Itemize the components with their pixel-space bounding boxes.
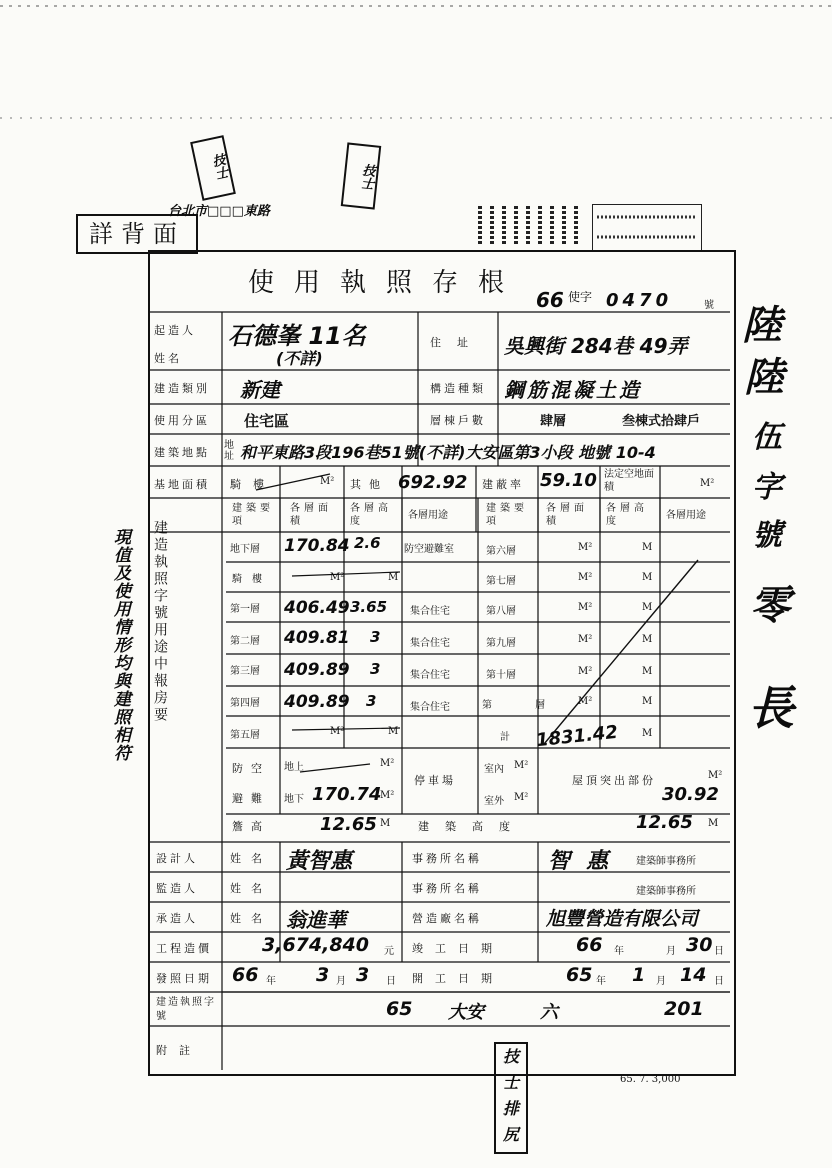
floor-name: 第五層: [230, 730, 260, 741]
parking-outdoor: 室外: [484, 796, 504, 807]
margin-note-left-2: 建造執照字號用途中報房要: [152, 520, 168, 724]
floor-area: 406.49: [284, 598, 350, 618]
start-month: 1: [632, 964, 646, 986]
margin-right-char: 零: [750, 583, 790, 629]
footer-print: 65. 7. 3,000: [620, 1074, 681, 1085]
margin-right-char: 陸: [742, 303, 782, 349]
margin-right-char: 號: [752, 518, 782, 553]
license-suffix: 號: [704, 300, 714, 311]
license-number: 0470: [606, 290, 673, 311]
floor-name: 第四層: [230, 698, 260, 709]
unit-area: M²: [330, 726, 345, 737]
unit-area: M²: [380, 790, 395, 801]
margin-right-char: 陸: [744, 355, 784, 401]
unit-height: M: [642, 634, 653, 645]
start-label: 開工日期: [412, 972, 504, 985]
license-year: 66: [536, 288, 564, 312]
building-type-value: 新建: [240, 378, 280, 402]
side-label: 詳背面: [76, 214, 198, 254]
supervisor-office-label: 事務所名稱: [412, 882, 482, 895]
unit-height: M: [708, 818, 719, 829]
coverage-label: 建蔽率: [482, 478, 524, 491]
arcade-unit: M²: [320, 476, 335, 487]
stamp-char: 士: [502, 1073, 519, 1092]
building-type-label: 建造類別: [154, 382, 210, 395]
unit-area: M²: [578, 666, 593, 677]
year-label: 年: [614, 946, 624, 957]
year-label: 年: [266, 976, 276, 987]
unit-height: M: [642, 542, 653, 553]
unit-area: M²: [578, 572, 593, 583]
permit-year: 65: [386, 998, 413, 1020]
shelter-label1: 防空: [232, 762, 270, 775]
owner-name-label: 姓名: [154, 352, 182, 365]
permit-district: 大安: [448, 1002, 484, 1023]
unit-height: M: [642, 572, 653, 583]
unit-height: M: [642, 728, 653, 739]
unit-area: M²: [380, 758, 395, 769]
site-label: 建築地點: [154, 446, 210, 459]
zoning-label: 使用分區: [154, 414, 210, 427]
designer-label: 設計人: [156, 852, 198, 865]
header-item: 建築要項: [232, 503, 274, 527]
shelter-below: 地下: [284, 794, 304, 805]
start-year: 65: [566, 964, 593, 986]
header-area-2: 各層面積: [546, 503, 588, 527]
issue-year: 66: [232, 964, 259, 986]
contractor-label: 承造人: [156, 912, 198, 925]
other-label: 其他: [350, 478, 388, 491]
finish-label: 竣工日期: [412, 942, 504, 955]
parking-label: 停車場: [414, 774, 456, 787]
building-height-value: 12.65: [636, 812, 693, 833]
designer-office-label: 事務所名稱: [412, 852, 482, 865]
day-label: 日: [386, 976, 396, 987]
stamp-top-mid: 技士: [341, 142, 382, 209]
supervisor-name-label: 姓名: [230, 882, 272, 895]
designer-name-label: 姓名: [230, 852, 272, 865]
floor-area: 170.84: [284, 536, 350, 556]
issue-month: 3: [316, 964, 330, 986]
site-prefix: 地址: [224, 440, 234, 462]
unit-height: M: [642, 602, 653, 613]
floor-name: 地下層: [230, 544, 260, 555]
right-floor-name: 第 層: [482, 700, 566, 711]
stamp-char: 排: [502, 1099, 519, 1118]
floor-height: 2.6: [354, 534, 381, 552]
right-floor-name: 第六層: [486, 546, 516, 557]
right-floor-name: 第八層: [486, 606, 516, 617]
eave-value: 12.65: [320, 814, 377, 835]
roof-label: 屋頂突出部份: [572, 774, 656, 787]
designer-suffix: 建築師事務所: [636, 856, 696, 867]
floor-use: 防空避難室: [404, 544, 454, 555]
month-label: 月: [656, 976, 666, 987]
license-word: 使字: [568, 290, 593, 304]
cost-value: 3,674,840: [262, 934, 369, 956]
margin-right-char: 伍: [752, 420, 782, 455]
stamp-char: 技: [502, 1047, 519, 1066]
parking-indoor: 室內: [484, 764, 504, 775]
floors-units-label: 層棟戶數: [430, 414, 486, 427]
address-label: 住址: [430, 336, 484, 349]
floor-use: 集合住宅: [410, 702, 450, 713]
designer-name: 黃智惠: [286, 849, 353, 874]
unit-height: M: [388, 572, 399, 583]
floor-area: 409.89: [284, 660, 350, 680]
permit-label: 建造執照字號: [156, 997, 216, 1022]
margin-note-left: 現值及使用情形均與建照相符: [110, 528, 130, 762]
unit-height: M: [642, 696, 653, 707]
legal-label: 法定空地面積: [604, 469, 654, 493]
total-area: 1831.42: [535, 721, 619, 752]
stamp-char: 尻: [502, 1125, 519, 1144]
notes-label: 附註: [156, 1044, 202, 1057]
roof-value: 30.92: [662, 784, 719, 805]
unit-height: M: [380, 818, 391, 829]
stamp-top-left: 技士: [190, 135, 236, 201]
day-label: 日: [714, 976, 724, 987]
unit-area: M²: [578, 602, 593, 613]
header-area: 各層面積: [290, 503, 332, 527]
header-item-2: 建築要項: [486, 503, 528, 527]
site-area-label: 基地面積: [154, 478, 210, 491]
unit-area: M²: [330, 572, 345, 583]
floor-name: 第三層: [230, 666, 260, 677]
designer-office: 智惠: [548, 849, 625, 874]
building-height-label: 建築高度: [418, 820, 526, 833]
issue-day: 3: [356, 964, 370, 986]
shelter-above: 地上: [284, 762, 304, 773]
right-floor-name: 第十層: [486, 670, 516, 681]
margin-right-char: 字: [752, 470, 782, 505]
header-height-2: 各層高度: [606, 503, 648, 527]
owner-label: 起造人: [154, 324, 196, 337]
address-value: 吳興街 284巷 49弄: [504, 334, 688, 358]
floor-use: 集合住宅: [410, 670, 450, 681]
shelter-below-value: 170.74: [312, 784, 382, 805]
unit-area: M²: [578, 542, 593, 553]
cost-unit: 元: [384, 946, 394, 957]
unit-area: M²: [514, 760, 529, 771]
arcade-label: 騎樓: [230, 478, 276, 491]
floor-height: 3.65: [350, 598, 388, 616]
contractor-name-label: 姓名: [230, 912, 272, 925]
permit-six: 六: [540, 1002, 558, 1023]
cost-label: 工程造價: [156, 942, 212, 955]
issue-label: 發照日期: [156, 972, 212, 985]
header-use: 各層用途: [408, 510, 448, 521]
unit-area: M²: [514, 792, 529, 803]
unit-area: M²: [708, 770, 723, 781]
zoning-value: 住宅區: [244, 412, 290, 430]
owner-value2: (不詳): [276, 349, 323, 368]
month-label: 月: [336, 976, 346, 987]
unit-height: M: [388, 726, 399, 737]
unit-area: M²: [578, 634, 593, 645]
contractor-firm-label: 營造廠名稱: [412, 912, 482, 925]
legal-unit: M²: [700, 478, 715, 489]
supervisor-label: 監造人: [156, 882, 198, 895]
floor-height: 3: [366, 692, 377, 710]
contractor-name: 翁進華: [286, 908, 346, 932]
floor-area: 409.89: [284, 692, 350, 712]
floor-height: 3: [370, 628, 381, 646]
contractor-firm: 旭豐營造有限公司: [546, 908, 699, 930]
eave-label: 簷高: [232, 820, 270, 833]
day-label: 日: [714, 946, 724, 957]
coverage-value: 59.10: [540, 470, 597, 491]
floor-area: 409.81: [284, 628, 350, 648]
month-label: 月: [666, 946, 676, 957]
floor-name: 第一層: [230, 604, 260, 615]
floor-name: 第二層: [230, 636, 260, 647]
start-day: 14: [680, 964, 707, 986]
floors-units-value: 肆層: [540, 414, 567, 429]
stamp-bottom: [494, 1042, 528, 1154]
owner-value: 石德峯 11名: [228, 322, 366, 350]
unit-area: M²: [578, 696, 593, 707]
site-value: 和平東路3段196巷51號(不詳)大安區第3小段 地號 10-4: [240, 443, 656, 462]
finish-year: 66: [576, 934, 603, 956]
right-floor-name: 第七層: [486, 576, 516, 587]
structure-type-value: 鋼筋混凝土造: [504, 378, 642, 402]
form-title: 使用執照存根: [248, 268, 525, 298]
floor-name: 騎樓: [232, 574, 272, 585]
supervisor-suffix: 建築師事務所: [636, 886, 696, 897]
header-use-2: 各層用途: [666, 510, 706, 521]
floor-height: 3: [370, 660, 381, 678]
finish-day: 30: [686, 934, 713, 956]
margin-right-char: 長: [748, 681, 794, 735]
year-label: 年: [596, 976, 606, 987]
shelter-label2: 避難: [232, 792, 270, 805]
right-floor-total-label: 計: [500, 732, 510, 743]
header-height: 各層高度: [350, 503, 392, 527]
structure-type-label: 構造種類: [430, 382, 486, 395]
address-scrawl: 台北市□□□東路: [168, 204, 270, 219]
right-floor-name: 第九層: [486, 638, 516, 649]
unit-height: M: [642, 666, 653, 677]
floor-use: 集合住宅: [410, 638, 450, 649]
other-value: 692.92: [398, 472, 468, 493]
permit-number: 201: [664, 998, 704, 1020]
floor-use: 集合住宅: [410, 606, 450, 617]
floors-units-value2: 叁棟式拾肆戶: [622, 414, 701, 429]
